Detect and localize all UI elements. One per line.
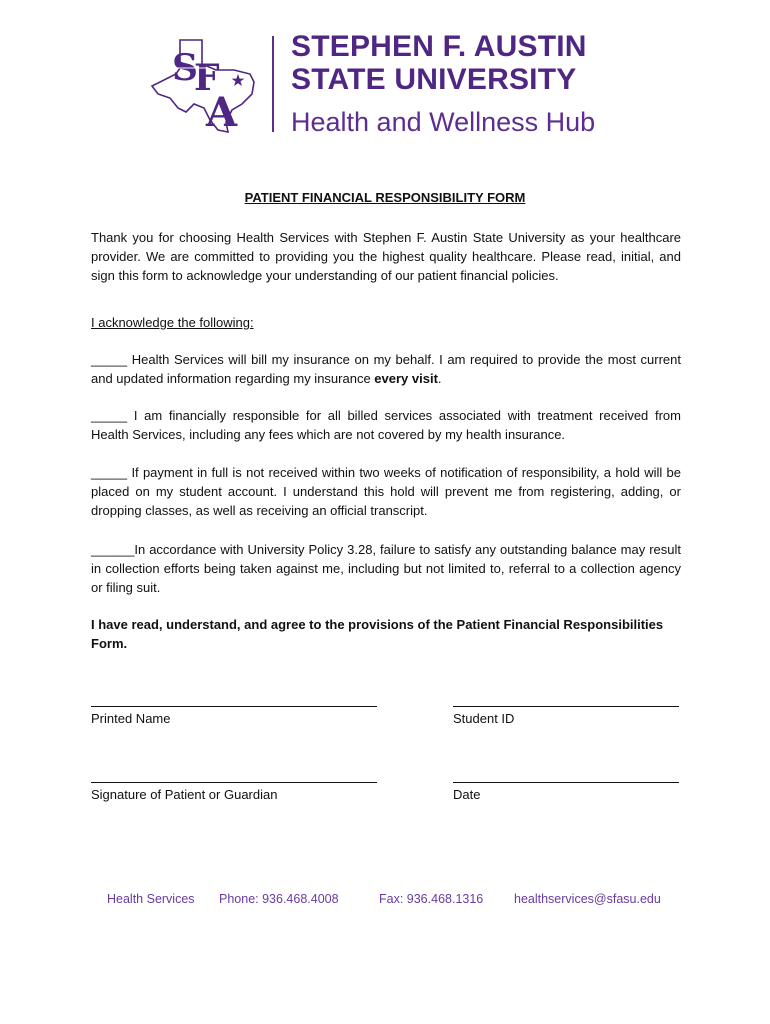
agreement-statement: I have read, understand, and agree to the provisions of the Patient Financial Responsibilities Form. bbox=[91, 617, 664, 651]
item-text: If payment in full is not received within two weeks of notification of responsibility, a hold will be placed on my student account. I understand this hold will prevent me from registering, adding, or dropping classes, as well as receiving an official transcript. bbox=[91, 465, 681, 518]
form-title: PATIENT FINANCIAL RESPONSIBILITY FORM bbox=[244, 190, 526, 205]
acknowledgment-item-hold bbox=[91, 463, 681, 520]
sfa-texas-logo-icon bbox=[150, 34, 260, 134]
footer-email[interactable]: healthservices@sfasu.edu bbox=[514, 892, 661, 906]
printed-name-label: Printed Name bbox=[91, 711, 171, 726]
acknowledgment-item-financial bbox=[91, 406, 681, 444]
item-tail: . bbox=[437, 371, 442, 386]
initial-blank[interactable]: _____ bbox=[91, 465, 128, 480]
logo-university-name-line1: STEPHEN F. AUSTIN bbox=[291, 30, 587, 63]
printed-name-line[interactable] bbox=[91, 706, 377, 707]
initial-blank[interactable]: ______ bbox=[91, 542, 135, 557]
student-id-line[interactable] bbox=[453, 706, 679, 707]
item-text: Health Services will bill my insurance on my behalf. I am required to provide the most current and updated information regarding my insurance bbox=[91, 352, 681, 386]
item-emphasis: every visit bbox=[374, 371, 438, 386]
svg-text:A: A bbox=[206, 89, 238, 134]
svg-text:F: F bbox=[194, 57, 220, 99]
footer-fax: Fax: 936.468.1316 bbox=[379, 892, 484, 906]
initial-blank[interactable]: _____ bbox=[91, 352, 128, 367]
acknowledgment-item-collection bbox=[91, 540, 681, 597]
date-line[interactable] bbox=[453, 782, 679, 783]
item-text: I am financially responsible for all billed services associated with treatment received from Health Services, including any fees which are not covered by my health insurance. bbox=[91, 408, 681, 442]
acknowledge-label: I acknowledge the following: bbox=[91, 315, 254, 330]
logo-university-name-line2: STATE UNIVERSITY bbox=[291, 63, 577, 96]
university-logo-text bbox=[291, 30, 595, 142]
logo-divider bbox=[272, 36, 274, 132]
initial-blank[interactable]: _____ bbox=[91, 408, 128, 423]
date-label: Date bbox=[453, 787, 481, 802]
signature-label: Signature of Patient or Guardian bbox=[91, 787, 278, 802]
item-text: In accordance with University Policy 3.28, failure to satisfy any outstanding balance may result in collection efforts being taken against me, including but not limited to, referral to a collection agency or filing suit. bbox=[91, 542, 681, 595]
footer-phone: Phone: 936.468.4008 bbox=[219, 892, 339, 906]
acknowledgment-item-insurance bbox=[91, 350, 681, 388]
svg-text:S: S bbox=[172, 47, 198, 89]
logo-department-name: Health and Wellness Hub bbox=[291, 107, 596, 137]
footer-department: Health Services bbox=[107, 892, 195, 906]
intro-paragraph: Thank you for choosing Health Services with Stephen F. Austin State University as your healthcare provider. We are committed to providing you the highest quality healthcare. Please read, initial, and sign this form to acknowledge your understanding of our patient financial policies. bbox=[91, 230, 681, 283]
student-id-label: Student ID bbox=[453, 711, 515, 726]
signature-line[interactable] bbox=[91, 782, 377, 783]
